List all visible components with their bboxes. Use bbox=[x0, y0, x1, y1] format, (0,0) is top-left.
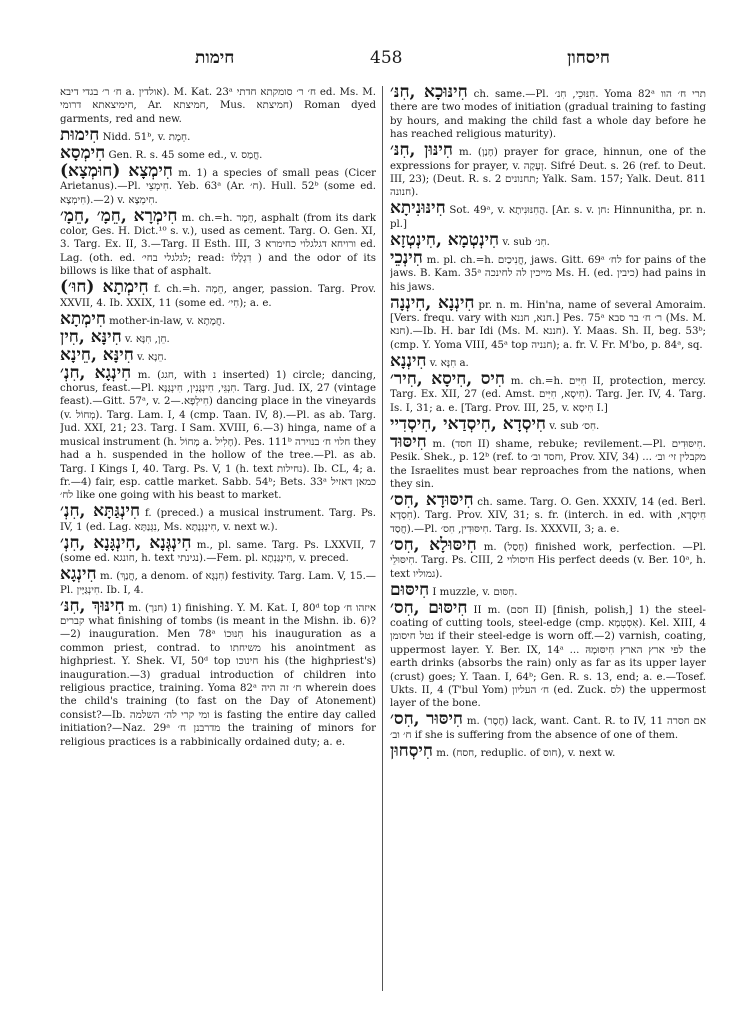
dictionary-entry bbox=[60, 362, 376, 503]
entry-definition: m. (חגג, with נ inserted) 1) circle; dancing, chorus, feast.—Pl. חִנְגֵּי, חִינְגָּנִין, חִינְגַּנָּא. Targ. Jud. IX, 27 (vintage feast).—Gitt. 57ᵃ, v. חִילְפָא.—2) dancing place in the vineyards (v. מְחוֹל). Targ. Lam. I, 4 (cmp. Taan. IV, 8).—Pl. as ab. Targ. Jud. XXI, 21; 23. Targ. I Sam. XVIII, 6.—3) hinga, name of a musical instrument (h. מָחוֹל a. חָלִיל). Pes. 111ᵇ חלוי ח׳ בנוירה they had a h. suspended in the hollow of the tree.—Pl. as ab. Targ. I Kings I, 40. Targ. Ps. V, 1 (h. text נחילות). Ib. CL, 4; a. fr.—4) fair, esp. cattle market. Sabb. 54ᵇ; Bets. 33ᵃ כמאן דאזיל לח׳ like one going with his beast to market. bbox=[60, 369, 376, 502]
entry-definition: m. pl. ch.=h. חֲנִיכַיִם, jaws. Gitt. 69ᵃ לח׳ for pains of the jaws. B. Kam. 35ᵃ מייכין לה לחינכה Ms. H. (ed. כיבין) had pains in his jaws. bbox=[390, 254, 706, 293]
entry-definition: v. חִנָּא a. bbox=[429, 357, 469, 369]
page-number: 458 bbox=[370, 48, 403, 68]
entry-definition: m. 1) a species of small peas (Cicer Arietanus).—Pl. חִימְצֵי. Yeb. 63ᵃ (Ar. ח׳). Hull. 52ᵇ (some ed. חִימְצָא).—2) v. חִימְצָא. bbox=[60, 167, 376, 206]
dictionary-entry bbox=[390, 292, 706, 353]
entry-definition: m. (חָנַן) prayer for grace, hinnun, one of the expressions for prayer, v. זְעָקָה. Sifré Deut. s. 26 (ref. to Deut. III, 23); (Deut. R. s. 2 תחנונים; Yalk. Sam. 157; Yalk. Deut. 811 חנונה). bbox=[390, 147, 706, 199]
entry-definition: v. חֵנָא. bbox=[137, 351, 167, 363]
column-divider bbox=[382, 86, 383, 991]
dictionary-entry bbox=[390, 431, 706, 492]
entry-headword: חִיסּוּלָא ,חִס׳ bbox=[390, 534, 477, 555]
entry-headword: חִיסְחוּן bbox=[390, 740, 433, 761]
left-column bbox=[60, 86, 376, 992]
entry-definition: m. (חסד II) shame, rebuke; revilement.—Pl. חִיסּוּדִים. Pesik. Shek., p. 12ᵇ (ref. to וחסד וב׳, Prov. XIV, 34) ... מקבלין זי׳ וב׳ the Israelites must bear reproaches from the nations, when they sin. bbox=[390, 438, 706, 490]
entry-headword: חִינּוּן ,חִנּ׳ bbox=[390, 140, 453, 161]
entry-headword: חִינְנָא bbox=[390, 350, 427, 371]
entry-headword: חִינּוּנִיתָא bbox=[390, 198, 446, 219]
entry-headword: חִינְכֵי bbox=[390, 247, 423, 268]
dictionary-entry bbox=[60, 205, 376, 279]
entry-headword: חִימְתָא (חוּ׳) bbox=[60, 277, 149, 298]
entry-definition: II m. (חסם II) [finish, polish,] 1) the steel-coating of cutting tools, steel-edge (cmp. אִסְטְמָא). Kel. XIII, 4 נטל חיסומן if their steel-edge is worn off.—2) varnish, coating, uppermost layer. Y. Ber. IX, 14ᵃ ... לפי ארץ הארץ חִיסּוּמָהּ the earth drinks (absorbs the rain) only as far as its upper layer (crust) goes; Y. Taan. I, 64ᵇ; Gen. R. s. 13, end; a. e.—Tosef. Ukts. II, 4 (T'bul Yom) ח׳ העליון (ed. Zuck. לס) the uppermost layer of the bone. bbox=[390, 604, 706, 710]
entry-headword: חִינּוּכָא ,חִנּ׳ bbox=[390, 86, 468, 102]
entry-definition: m. ch.=h. חִיִּים II, protection, mercy. Targ. Ex. XII, 27 (ed. Amst. חִיסָא, חִיִּים). Targ. Jer. IV, 4. Targ. Is. I, 31; a. e. [Targ. Prov. III, 25, v. חִיסָא I.] bbox=[390, 375, 706, 414]
dictionary-entry bbox=[390, 413, 706, 434]
entry-headword: חִינְגְּנָא ,חִינְגָּנָא ,חִנְ׳ bbox=[60, 532, 192, 553]
right-column bbox=[390, 86, 706, 992]
dictionary-entry bbox=[60, 277, 376, 310]
entry-headword: חִיסּוּם bbox=[390, 579, 430, 600]
entry-headword: חִימְצָא (חוּמְצָא) bbox=[60, 160, 173, 181]
entry-definition: pr. n. m. Hin'na, name of several Amoraim. [Vers. frequ. vary with חנא, חננא.] Pes. 75ᵃ ר׳ ח׳ בר סבא (Ms. M. חנא).—Ib. H. bar Idi (Ms. M. חננא). Y. Maas. Sh. II, beg. 53ᵇ; (cmp. Y. Yoma VIII, 45ᵃ top חנניה); a. fr. V. Fr. M'bo, p. 84ᵃ, sq. bbox=[390, 299, 706, 351]
entry-definition: v. חֵן, חִנָּא. bbox=[124, 333, 170, 345]
entry-headword: חִיסּוּד bbox=[390, 431, 427, 452]
entry-headword: חִימְסָא bbox=[60, 142, 106, 163]
entry-definition: f. (preced.) a musical instrument. Targ. Ps. IV, 1 (ed. Lag. נִגְּנַתָּא, Ms. חִינְגְּנָתָא, v. next w.). bbox=[60, 508, 376, 533]
entry-headword: חִימְרָא ,חֵמָ׳ ,חֵמָ׳ bbox=[60, 205, 178, 226]
entry-headword: חִימוּת bbox=[60, 124, 100, 145]
entry-definition: m., pl. same. Targ. Ps. LXXVII, 7 (some ed. חונגא, h. text נגינתי).—Fem. pl. חִינְגַּנְתָא, v. preced. bbox=[60, 539, 376, 565]
entry-definition: ch. same. Targ. O. Gen. XXXIV, 14 (ed. Berl. חִסְדָא). Targ. Prov. XIV, 31; s. fr. (interch. in ed. with חִיסְדָא, חֲסַד).—Pl. חִיסּוּדִין, חִס׳. Targ. Is. XXXVII, 3; a. e. bbox=[390, 496, 706, 535]
entry-definition: m. ch.=h. חֵמָר, asphalt (from its dark color, Ges. H. Dict.¹⁰ s. v.), used as cement. Targ. O. Gen. XI, 3. Targ. Ex. II, 3.—Targ. II Esth. III, 3 ורויחא דגלגלוי כחימרא ed. Lag. (oth. ed. לגלגלי בחי׳; read: דִגְלָלוֹ ) and the odor of its billows is like that of asphalt. bbox=[60, 212, 376, 278]
dictionary-entry bbox=[390, 709, 706, 742]
entry-definition: mother-in-law, v. חֲמָתָא. bbox=[109, 315, 226, 327]
dictionary-entry bbox=[390, 140, 706, 200]
entry-definition: f. ch.=h. חֵמָה, anger, passion. Targ. Prov. XXVII, 4. Ib. XXIX, 11 (some ed. חִי׳); a. e. bbox=[60, 284, 376, 309]
entry-definition: v. sub חִנ׳. bbox=[502, 236, 550, 248]
entry-headword: חִיסּוּר ,חִס׳ bbox=[390, 709, 463, 730]
entry-headword: חִיסּוּדָא ,חִס׳ bbox=[390, 489, 474, 510]
entry-definition: m. (חנך) 1) finishing. Y. M. Kat. I, 80ᵈ top איזהו ח׳ קברים what finishing of tombs (is meant in the Mishn. ib. 6)?—2) inauguration. Men 78ᵃ חִנּוּכוֹ his inauguration as a common priest, contrad. to משיחתו his anointment as highpriest. Y. Shek. VI, 50ᵈ top חינוכו his (the highpriest's) inauguration.—3) gradual introduction of children into religious practice, training. Yoma 82ᵃ ח׳ זה היה wherein does the child's training (to fast on the Day of Atonement) consist?—Ib. ומי קרי לה׳ השלמה is fasting the entire day called initiation?—Naz. 29ᵃ מדרבנן ח׳ the training of minors for religious practices is a rabbinically ordained duty; a. e. bbox=[60, 602, 376, 748]
dictionary-entry bbox=[60, 532, 376, 566]
dictionary-entry bbox=[60, 86, 376, 126]
entry-headword: חִימְתָא bbox=[60, 308, 106, 329]
dictionary-entry bbox=[390, 489, 706, 536]
dictionary-page bbox=[60, 0, 710, 1016]
entry-definition: Gen. R. s. 45 some ed., v. חֲמַס. bbox=[108, 149, 263, 161]
entry-headword: חִינָּא ,חֵינָא bbox=[60, 344, 134, 365]
entry-headword: חִינְגָא bbox=[60, 564, 97, 585]
entry-headword: חִינְגָא ,חִנְ׳ bbox=[60, 362, 132, 383]
dictionary-entry bbox=[390, 229, 706, 250]
entry-headword: חִיס ,חִיסָא ,חִיר׳ bbox=[390, 368, 505, 389]
entry-headword: חִינְטְמָא ,חִינְטְזָא bbox=[390, 229, 500, 250]
entry-definition: m. (חֶסֶר) lack, want. Cant. R. to IV, 11 אם חסרה ח׳ וב׳ if she is suffering from the absence of one of them. bbox=[390, 716, 706, 741]
entry-headword: חִינָּא ,חִין bbox=[60, 326, 122, 347]
entry-definition: Nidd. 51ᵇ, v. חֵמֶת. bbox=[102, 131, 191, 143]
entry-definition: ח׳ ר׳ בגדי דיבא a. אולדין). M. Kat. 23ᵃ ח׳ ר׳ סומקתא חדתי ed. Ms. M. חימיצאתא דרומי, Ar. חמיצתא, Mus. חמיצתא) Roman dyed garments, red and new. bbox=[60, 87, 376, 125]
dictionary-entry bbox=[60, 160, 376, 207]
header-left-catchword: חימות bbox=[195, 48, 235, 68]
dictionary-entry bbox=[390, 740, 706, 761]
entry-headword: חִינְנָא ,חִינְנָה bbox=[390, 292, 475, 313]
dictionary-entry bbox=[390, 368, 706, 415]
dictionary-entry bbox=[390, 534, 706, 581]
entry-definition: m. (חֲנַךְ, a denom. of חִנְגָּא) festivity. Targ. Lam. V, 15.—Pl. חִינְגַּיָּין. Ib. I, 4. bbox=[60, 571, 376, 596]
dictionary-entry bbox=[390, 198, 706, 231]
entry-definition: ch. same.—Pl. חִנּוּכֵי, חִנ׳. Yoma 82ᵃ תרי ח׳ הוו there are two modes of initiation (gradual training to fasting by hours, and making the child fast a whole day before he has reached religious maturity). bbox=[390, 89, 706, 141]
dictionary-entry bbox=[390, 86, 706, 142]
dictionary-entry bbox=[390, 597, 706, 711]
entry-definition: I muzzle, v. חִסּוּם. bbox=[432, 586, 518, 598]
header-right-catchword: חיסחון bbox=[567, 48, 610, 68]
entry-definition: Sot. 49ᵃ, v. הֲחִנּוּנִיתָא. [Ar. s. v. חן: Hinnunitha, pr. n. pl.] bbox=[390, 205, 706, 230]
entry-headword: חִיסּוּם ,חִס׳ bbox=[390, 597, 468, 618]
dictionary-entry bbox=[60, 501, 376, 534]
dictionary-entry bbox=[60, 564, 376, 597]
entry-definition: m. (חָסַל) finished work, perfection. —Pl. חִיסּוּלֵי. Targ. Ps. CIII, 2 חיסולוי His perfect deeds (v. Ber. 10ᵃ, h. text גמוליו). bbox=[390, 541, 706, 580]
dictionary-entry bbox=[390, 247, 706, 294]
entry-headword: חִינּוּךְ ,חִנּ׳ bbox=[60, 595, 125, 616]
entry-headword: חִינְגַּתָּא ,חִנְ׳ bbox=[60, 501, 141, 522]
dictionary-entry bbox=[60, 124, 376, 145]
running-header bbox=[60, 48, 710, 72]
entry-definition: m. (חסח, reduplic. of חוס), v. next w. bbox=[436, 747, 616, 759]
entry-headword: חִיסְדָא ,חִיסְדַאי ,חִיסְדִיי bbox=[390, 413, 546, 434]
entry-definition: v. sub חִס׳. bbox=[549, 420, 600, 432]
dictionary-entry bbox=[60, 595, 376, 749]
